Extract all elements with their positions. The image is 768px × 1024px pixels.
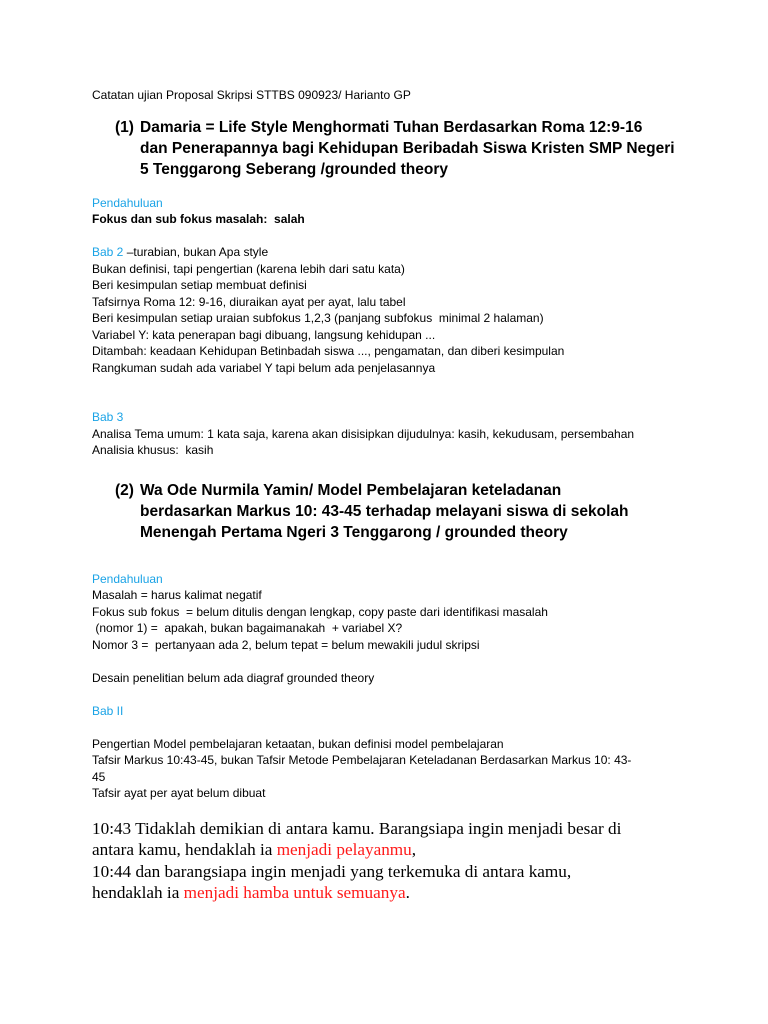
item-2-title-line: Wa Ode Nurmila Yamin/ Model Pembelajaran keteladanan xyxy=(140,481,562,499)
item-1-title-line: Damaria = Life Style Menghormati Tuhan Berdasarkan Roma 12:9-16 xyxy=(140,118,643,136)
verse-punctuation: , xyxy=(411,840,417,859)
item-2-bab2-line: Tafsir ayat per ayat belum dibuat xyxy=(92,786,266,800)
document-page xyxy=(92,87,692,904)
item-2-pendahuluan-line: Fokus sub fokus = belum ditulis dengan lengkap, copy paste dari identifikasi masalah xyxy=(92,604,548,619)
item-1-bab3-label: Bab 3 xyxy=(92,410,124,424)
item-1-bab2-line: Beri kesimpulan setiap membuat definisi xyxy=(92,278,307,292)
item-1-bab2-suffix: –turabian, bukan Apa style xyxy=(123,245,269,259)
verse-line: 10:44 dan barangsiapa ingin menjadi yang terkemuka di antara kamu, xyxy=(92,861,572,881)
item-1-bab2-line: Tafsirnya Roma 12: 9-16, diuraikan ayat per ayat, lalu tabel xyxy=(92,294,406,309)
item-2-bab2-line: 45 xyxy=(92,769,106,784)
item-1-bab2-line: Bukan definisi, tapi pengertian (karena lebih dari satu kata) xyxy=(92,261,405,276)
verse-line xyxy=(92,839,692,861)
item-1-bab2-line: Variabel Y: kata penerapan bagi dibuang, langsung kehidupan ... xyxy=(92,327,436,342)
item-1-pendahuluan-label: Pendahuluan xyxy=(92,195,163,210)
item-1-heading xyxy=(92,117,692,180)
item-1-bab3-line: Analisia khusus: kasih xyxy=(92,443,214,457)
verse-emphasis: menjadi pelayanmu xyxy=(276,840,412,859)
document-header: Catatan ujian Proposal Skripsi STTBS 090923/ Harianto GP xyxy=(92,88,411,102)
verse-line xyxy=(92,882,692,904)
item-2-pendahuluan-line: (nomor 1) = apakah, bukan bagaimanakah + variabel X? xyxy=(92,621,403,635)
item-1-bab2-line: Ditambah: keadaan Kehidupan Betinbadah siswa ..., pengamatan, dan diberi kesimpulan xyxy=(92,344,565,358)
verse-text: antara kamu, hendaklah ia xyxy=(92,840,277,859)
verse-text: hendaklah ia xyxy=(92,883,184,902)
item-2-title-line: Menengah Pertama Ngeri 3 Tenggarong / grounded theory xyxy=(140,523,568,541)
item-2-pendahuluan-line: Nomor 3 = pertanyaan ada 2, belum tepat = belum mewakili judul skripsi xyxy=(92,637,480,652)
item-1-bab2-line: Rangkuman sudah ada variabel Y tapi belum ada penjelasannya xyxy=(92,360,436,375)
item-2-pendahuluan-line: Masalah = harus kalimat negatif xyxy=(92,588,262,602)
verse-line: 10:43 Tidaklah demikian di antara kamu. Barangsiapa ingin menjadi besar di xyxy=(92,818,622,838)
item-1-bab2-heading xyxy=(92,244,692,261)
item-2-title-line: berdasarkan Markus 10: 43-45 terhadap melayani siswa di sekolah xyxy=(140,502,629,520)
item-2-bab2-line: Pengertian Model pembelajaran ketaatan, bukan definisi model pembelajaran xyxy=(92,736,504,751)
verse-emphasis: menjadi hamba untuk semuanya xyxy=(183,883,406,902)
item-1-bab2-line: Beri kesimpulan setiap uraian subfokus 1,2,3 (panjang subfokus minimal 2 halaman) xyxy=(92,311,544,325)
item-2-design-note: Desain penelitian belum ada diagraf grounded theory xyxy=(92,670,375,685)
item-1-title-line: dan Penerapannya bagi Kehidupan Beribadah Siswa Kristen SMP Negeri xyxy=(140,139,675,157)
item-1-title-line: 5 Tenggarong Seberang /grounded theory xyxy=(140,160,449,178)
item-2-bab2-label: Bab II xyxy=(92,703,124,718)
item-2-pendahuluan-label: Pendahuluan xyxy=(92,571,163,586)
item-1-bab3-line: Analisa Tema umum: 1 kata saja, karena akan disisipkan dijudulnya: kasih, kekudusam, persembahan xyxy=(92,426,635,441)
item-1-number: (1) xyxy=(115,118,134,136)
item-2-heading xyxy=(92,480,692,543)
item-2-number: (2) xyxy=(115,481,134,499)
item-1-bab2-label: Bab 2 xyxy=(92,245,124,259)
item-1-pendahuluan-line: Fokus dan sub fokus masalah: salah xyxy=(92,212,305,226)
item-2-bab2-line: Tafsir Markus 10:43-45, bukan Tafsir Metode Pembelajaran Keteladanan Berdasarkan Markus 10: 43- xyxy=(92,753,632,767)
bible-verse-quote xyxy=(92,818,692,904)
verse-punctuation: . xyxy=(405,883,410,902)
